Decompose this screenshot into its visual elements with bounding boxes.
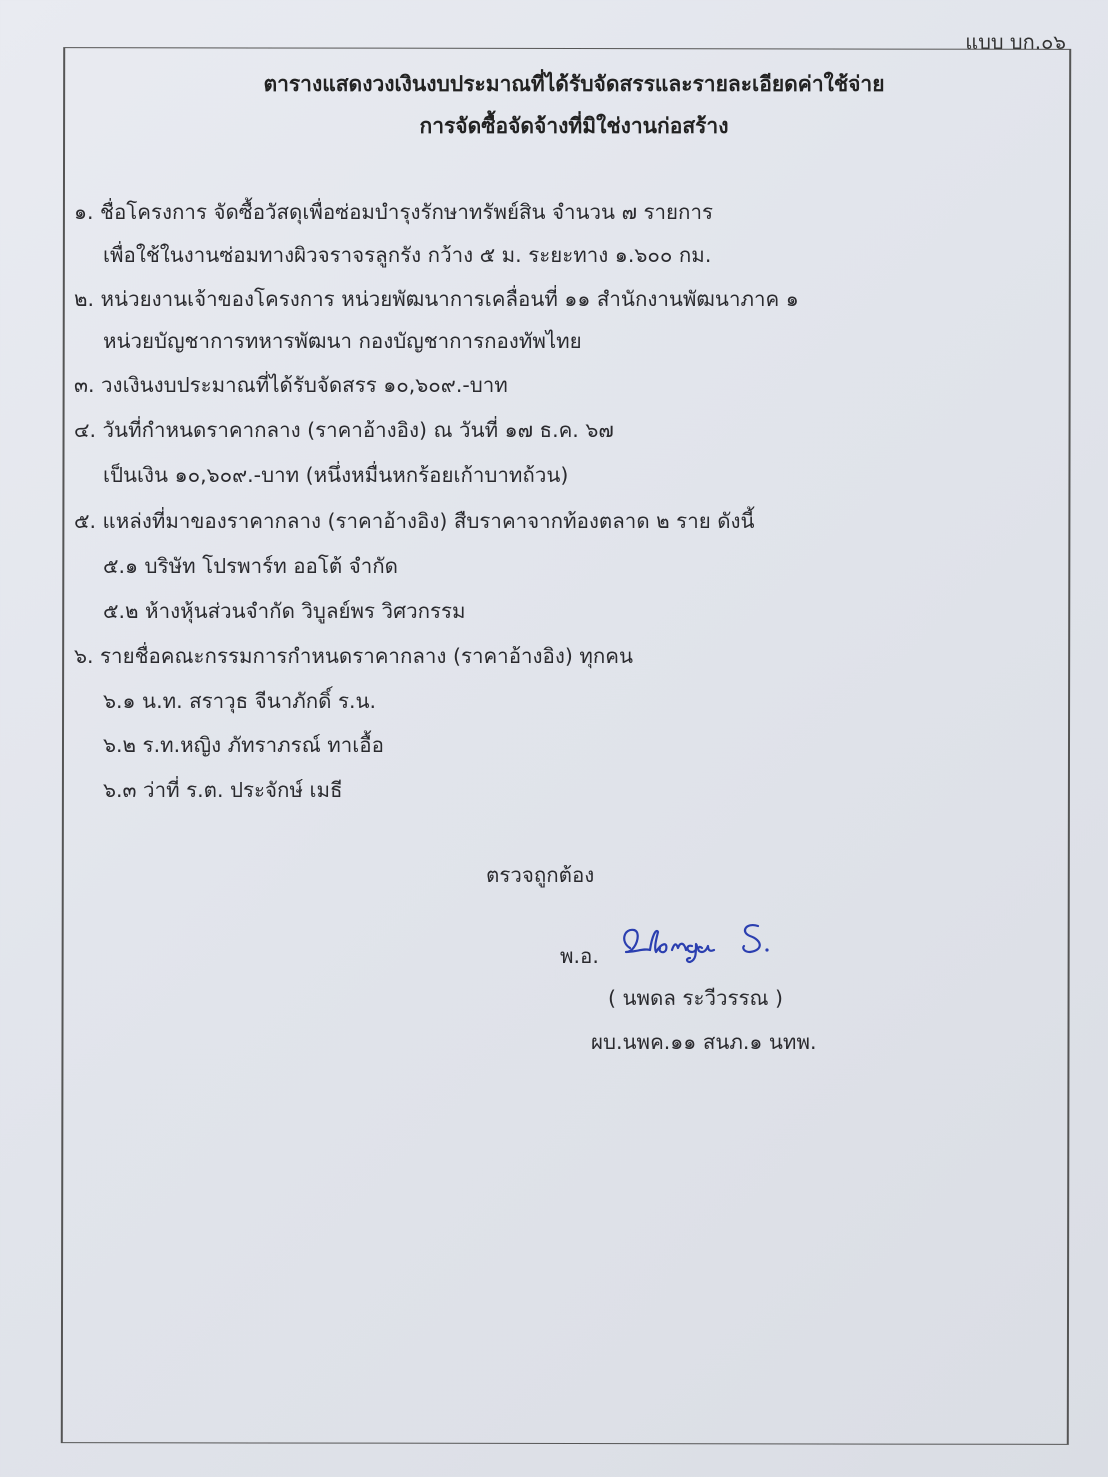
signer-rank: พ.อ. bbox=[560, 944, 599, 968]
item-1-line-b: เพื่อใช้ในงานซ่อมทางผิวจราจรลูกรัง กว้าง ๕ ม. ระยะทาง ๑.๖๐๐ กม. bbox=[103, 243, 712, 267]
item-4-line-b: เป็นเงิน ๑๐,๖๐๙.-บาท (หนึ่งหมื่นหกร้อยเก้าบาทถ้วน) bbox=[103, 463, 569, 487]
item-2-line-b: หน่วยบัญชาการทหารพัฒนา กองบัญชาการกองทัพไทย bbox=[103, 329, 582, 353]
verification-label: ตรวจถูกต้อง bbox=[486, 863, 595, 887]
signature-image bbox=[616, 918, 781, 970]
item-5-1: ๕.๑ บริษัท โปรพาร์ท ออโต้ จำกัด bbox=[103, 554, 398, 578]
document-title-line1: ตารางแสดงวงเงินงบประมาณที่ได้รับจัดสรรและรายละเอียดค่าใช้จ่าย bbox=[263, 72, 885, 96]
item-6-1: ๖.๑ น.ท. สราวุธ จีนาภักดิ์ ร.น. bbox=[103, 689, 377, 713]
item-5: ๕. แหล่งที่มาของราคากลาง (ราคาอ้างอิง) สืบราคาจากท้องตลาด ๒ ราย ดังนี้ bbox=[74, 509, 755, 533]
signer-name: ( นพดล ระวีวรรณ ) bbox=[608, 986, 784, 1010]
document-title-line2: การจัดซื้อจัดจ้างที่มิใช่งานก่อสร้าง bbox=[419, 114, 729, 138]
item-6-3: ๖.๓ ว่าที่ ร.ต. ประจักษ์ เมธี bbox=[103, 778, 343, 802]
signer-position: ผบ.นพค.๑๑ สนภ.๑ นทพ. bbox=[591, 1030, 817, 1054]
item-6: ๖. รายชื่อคณะกรรมการกำหนดราคากลาง (ราคาอ้างอิง) ทุกคน bbox=[74, 644, 634, 668]
item-1-line-a: ๑. ชื่อโครงการ จัดซื้อวัสดุเพื่อซ่อมบำรุงรักษาทรัพย์สิน จำนวน ๗ รายการ bbox=[74, 200, 713, 224]
item-3: ๓. วงเงินงบประมาณที่ได้รับจัดสรร ๑๐,๖๐๙.-บาท bbox=[74, 373, 508, 397]
form-code: แบบ บก.๐๖ bbox=[965, 30, 1066, 54]
item-6-2: ๖.๒ ร.ท.หญิง ภัทราภรณ์ ทาเอื้อ bbox=[103, 733, 384, 757]
item-5-2: ๕.๒ ห้างหุ้นส่วนจำกัด วิบูลย์พร วิศวกรรม bbox=[103, 599, 466, 623]
item-2-line-a: ๒. หน่วยงานเจ้าของโครงการ หน่วยพัฒนาการเคลื่อนที่ ๑๑ สำนักงานพัฒนาภาค ๑ bbox=[74, 287, 799, 311]
item-4-line-a: ๔. วันที่กำหนดราคากลาง (ราคาอ้างอิง) ณ วันที่ ๑๗ ธ.ค. ๖๗ bbox=[74, 418, 614, 442]
